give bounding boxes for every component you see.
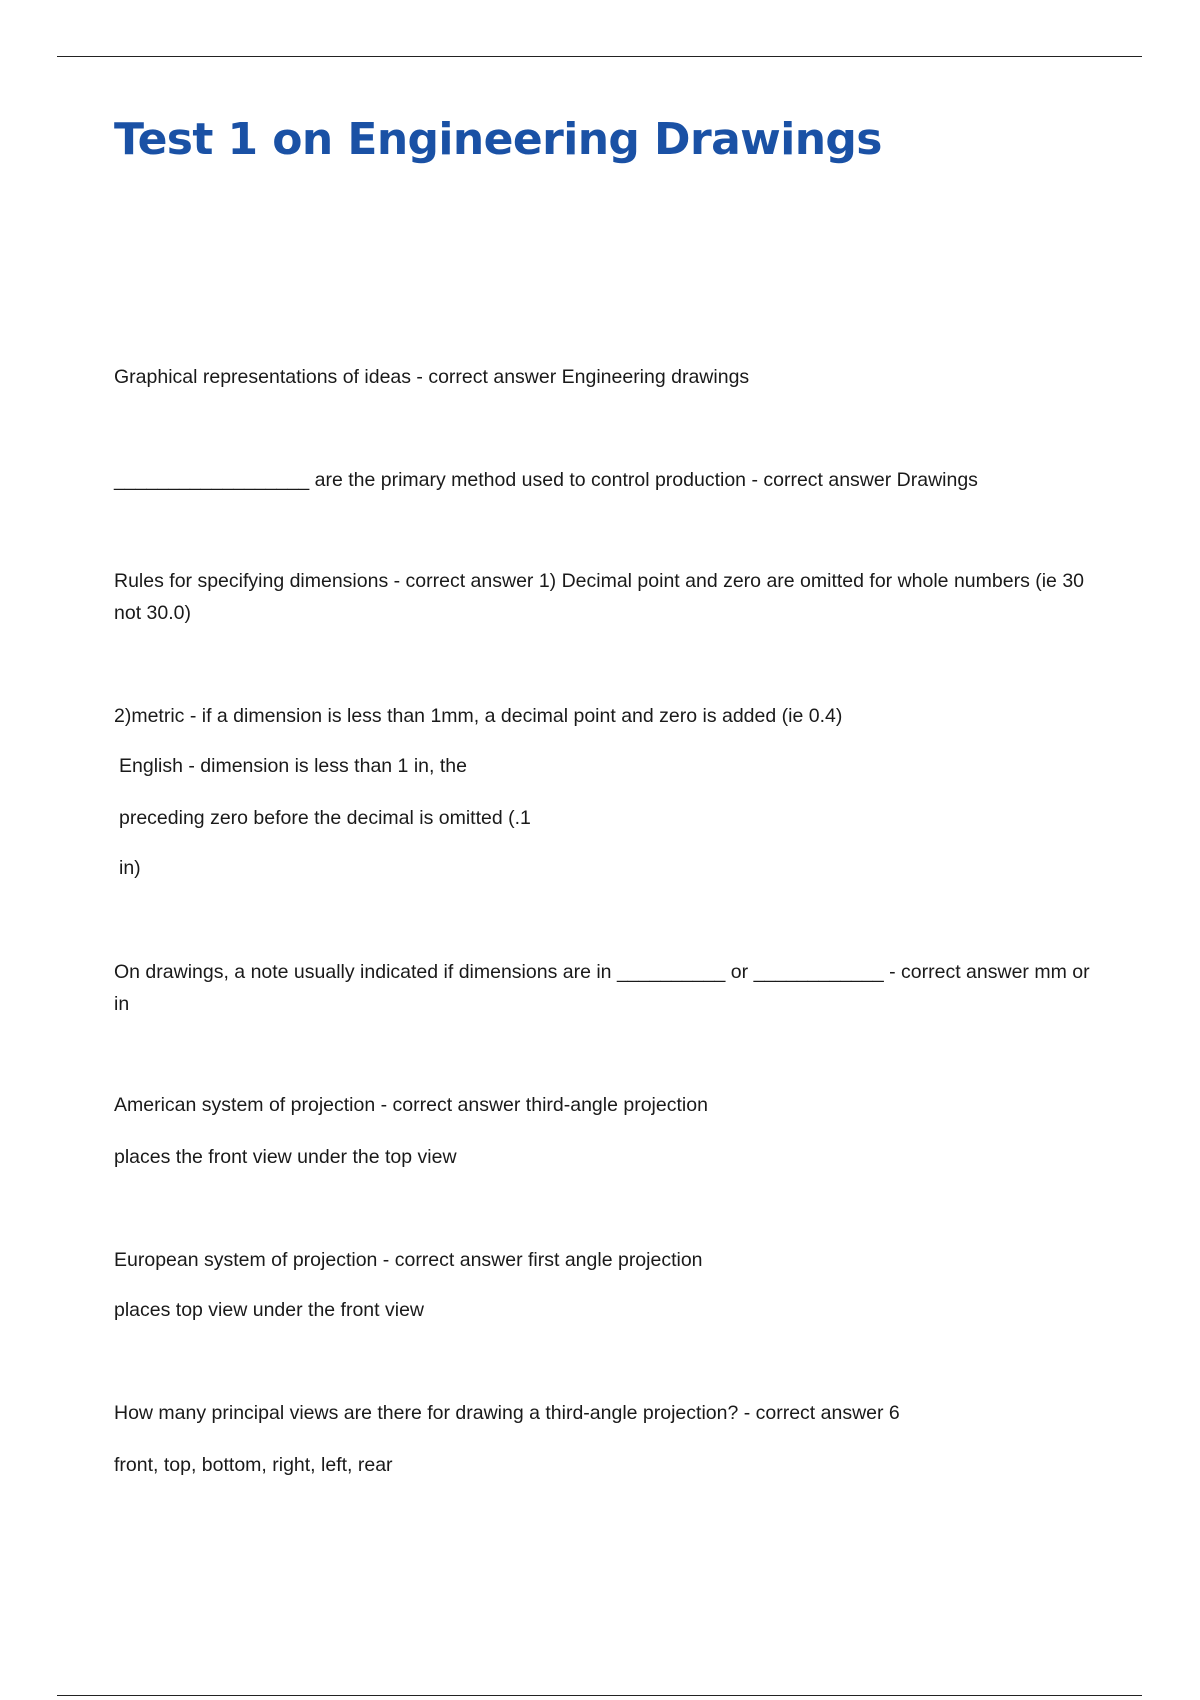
qa-line: in)	[119, 857, 141, 879]
qa-line: English - dimension is less than 1 in, the	[119, 755, 467, 777]
qa-line: On drawings, a note usually indicated if dimensions are in __________ or ____________ - correct answer mm or in	[114, 961, 1090, 1015]
qa-line: __________________ are the primary method used to control production - correct answer Drawings	[114, 469, 978, 491]
qa-line: European system of projection - correct answer first angle projection	[114, 1249, 703, 1271]
qa-line: preceding zero before the decimal is omitted (.1	[119, 807, 531, 829]
qa-line: front, top, bottom, right, left, rear	[114, 1454, 393, 1476]
qa-line: Graphical representations of ideas - correct answer Engineering drawings	[114, 366, 750, 388]
header-rule	[57, 56, 1142, 57]
page-title: Test 1 on Engineering Drawings	[114, 114, 882, 165]
qa-line: American system of projection - correct answer third-angle projection	[114, 1094, 708, 1116]
qa-line: places the front view under the top view	[114, 1146, 457, 1168]
qa-line: How many principal views are there for drawing a third-angle projection? - correct answer 6	[114, 1402, 900, 1424]
qa-line: Rules for specifying dimensions - correct answer 1) Decimal point and zero are omitted for whole numbers (ie 30 not 30.0)	[114, 570, 1085, 624]
qa-line: 2)metric - if a dimension is less than 1mm, a decimal point and zero is added (ie 0.4)	[114, 705, 843, 727]
qa-line: places top view under the front view	[114, 1299, 425, 1321]
footer-rule	[57, 1695, 1142, 1696]
